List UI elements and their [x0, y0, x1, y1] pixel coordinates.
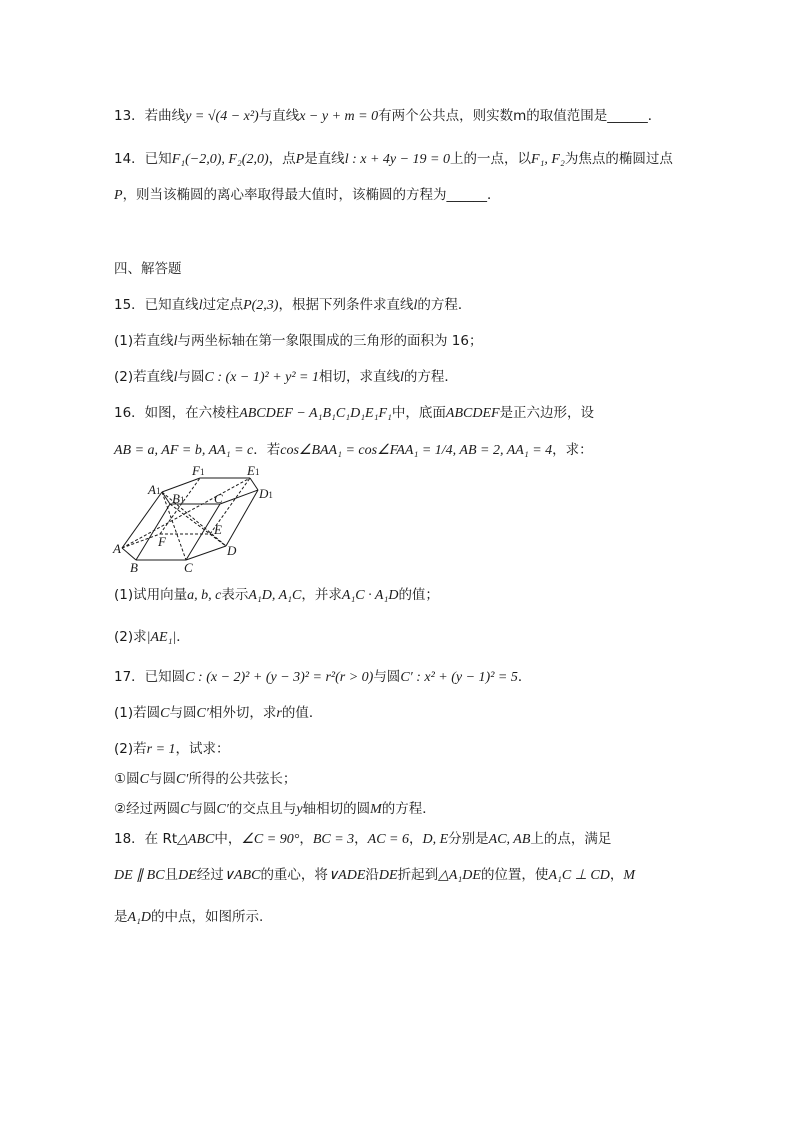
q18-math: DE — [178, 868, 197, 883]
q17-text: 与圆 — [169, 705, 197, 721]
q18-math: △A₁DE — [438, 868, 481, 883]
q17-var: y — [296, 802, 303, 817]
q18-text: ， — [354, 831, 368, 847]
question-16-line2 — [114, 441, 593, 460]
q18-text: 折起到 — [397, 867, 439, 883]
q17-var: M — [370, 802, 382, 817]
q16-text: ，求： — [552, 442, 593, 458]
q18-text: 中， — [214, 831, 242, 847]
q17-circle-c: C : (x − 2)² + (y − 3)² = r²(r > 0) — [185, 670, 374, 685]
q14-number: 14．已知 — [114, 151, 172, 167]
q15-var: l — [173, 370, 178, 385]
q17-var: C′ — [175, 772, 189, 787]
q17-var: C′ — [216, 802, 229, 817]
q18-text: 且 — [164, 867, 179, 883]
q17-text: 的交点且与 — [228, 801, 297, 817]
question-18-line3 — [114, 908, 263, 927]
q17-var: C′ — [196, 706, 209, 721]
q17-text: 与圆 — [148, 771, 176, 787]
section-heading — [114, 260, 182, 278]
question-14-line1 — [114, 150, 673, 169]
q14-point-p: P — [295, 152, 305, 167]
label-D: D — [227, 543, 237, 558]
q18-text: 的位置，使 — [480, 867, 549, 883]
question-17-stem — [114, 668, 531, 687]
q14-text: 是直线 — [304, 151, 345, 167]
label-C: C — [184, 560, 193, 574]
q17-text: 的方程． — [381, 801, 436, 817]
q18-text: 经过 — [196, 867, 224, 883]
q14-foci-names: F₁, F₂ — [531, 152, 565, 167]
question-13 — [114, 107, 661, 126]
q15-text: 与圆 — [177, 369, 205, 385]
q16-text: 的值； — [398, 587, 439, 603]
label-E1: E1 — [247, 466, 260, 478]
q17-text: 与圆 — [373, 669, 401, 685]
q18-text: 是 — [114, 909, 128, 925]
q16-text: 是正六边形，设 — [499, 405, 595, 421]
q18-math: M — [623, 868, 636, 883]
q15-text: (2)若直线 — [114, 369, 174, 385]
q18-math: AC, AB — [488, 832, 531, 847]
q17-text: 相外切，求 — [208, 705, 277, 721]
q13-number: 13．若曲线 — [114, 108, 186, 124]
label-C1: C — [214, 491, 223, 506]
question-16-part1 — [114, 586, 439, 605]
q14-line-formula: l : x + 4y − 19 = 0 — [344, 152, 451, 167]
q18-math: D, E — [422, 832, 449, 847]
q15-text: 过定点 — [202, 297, 244, 313]
q18-math: ∨ADE — [327, 868, 366, 883]
q16-conditions: cos∠BAA₁ = cos∠FAA₁ = 1/4, AB = 2, AA₁ = 4 — [280, 443, 553, 458]
q15-point: P(2,3) — [243, 298, 279, 313]
q16-magnitude: |AE₁| — [146, 630, 177, 645]
question-18-line2 — [114, 866, 635, 885]
q13-text: 与直线 — [258, 108, 300, 124]
q13-line-formula: x − y + m = 0 — [299, 109, 379, 124]
question-17-sub1 — [114, 770, 296, 789]
q17-number: 17．已知圆 — [114, 669, 186, 685]
question-15-part2 — [114, 368, 458, 387]
q18-number: 18．在 Rt — [114, 831, 178, 847]
label-B: B — [130, 560, 138, 574]
q18-math: DE ∥ BC — [114, 868, 165, 883]
question-18-line1 — [114, 830, 611, 849]
q17-text: ②经过两圆 — [114, 801, 181, 817]
q18-text: 分别是 — [448, 831, 489, 847]
q18-text: ， — [409, 831, 423, 847]
q16-dot-product: A₁C · A₁D — [341, 588, 399, 603]
question-17-part1 — [114, 704, 322, 723]
q16-text: ，并求 — [301, 587, 342, 603]
q17-var: C — [160, 706, 170, 721]
question-16-part2 — [114, 628, 190, 647]
q13-text-rest: 有两个公共点，则实数m的取值范围是______． — [378, 108, 662, 124]
question-17-part2 — [114, 740, 230, 759]
q16-prism: ABCDEF − A₁B₁C₁D₁E₁F₁ — [239, 406, 392, 421]
q18-text: 上的点，满足 — [530, 831, 612, 847]
q15-circle-formula: C : (x − 1)² + y² = 1 — [204, 370, 320, 385]
q15-var: l — [413, 298, 418, 313]
q18-math: ∨ABC — [223, 868, 261, 883]
q16-text: (2)求 — [114, 629, 147, 645]
section-title: 四、解答题 — [114, 261, 182, 277]
label-E: E — [214, 522, 222, 537]
q14-foci: F₁(−2,0), F₂(2,0) — [171, 152, 269, 167]
q18-text: 的重心，将 — [260, 867, 328, 883]
label-B1: B1 — [172, 491, 185, 506]
question-16-line1 — [114, 404, 594, 423]
q18-text: 的中点，如图所示. — [151, 909, 264, 925]
q15-text: 与两坐标轴在第一象限围成的三角形的面积为 16； — [177, 333, 483, 349]
question-15-part1 — [114, 332, 483, 351]
hexagonal-prism-figure — [112, 466, 280, 574]
q17-text: (1)若圆 — [114, 705, 161, 721]
q15-text: (1)若直线 — [114, 333, 174, 349]
q17-var: r — [276, 706, 282, 721]
q15-text: 的方程． — [403, 369, 458, 385]
q13-curve-formula: y = √(4 − x²) — [185, 109, 259, 124]
q15-var: l — [400, 370, 404, 385]
q17-text: (2)若 — [114, 741, 147, 757]
q16-base: ABCDEF — [445, 406, 500, 421]
q17-var: C — [180, 802, 190, 817]
q16-number: 16．如图，在六棱柱 — [114, 405, 240, 421]
q17-text: 所得的公共弦长； — [188, 771, 297, 787]
q18-math: BC = 3 — [312, 832, 355, 847]
label-F1: F1 — [192, 466, 205, 478]
q18-math: A₁C ⊥ CD — [548, 868, 610, 883]
q14-point-p: P — [114, 188, 123, 203]
q17-text: ①圆 — [114, 771, 140, 787]
q18-text: ， — [299, 831, 313, 847]
q18-text: 沿 — [365, 867, 379, 883]
q17-text: 轴相切的圆 — [302, 801, 371, 817]
q15-var: l — [198, 298, 203, 313]
q18-math: ∠C = 90° — [241, 832, 300, 847]
q17-text: 的值． — [281, 705, 323, 721]
q18-math: A₁D — [127, 910, 152, 925]
q14-text: ，点 — [268, 151, 296, 167]
q16-text: ． — [176, 629, 190, 645]
question-14-line2 — [114, 186, 501, 205]
q15-var: l — [173, 334, 178, 349]
question-17-sub2 — [114, 800, 436, 819]
q15-text: 的方程． — [417, 297, 472, 313]
q16-text: ．若 — [253, 442, 281, 458]
q17-condition: r = 1 — [146, 742, 176, 757]
q17-text: 与圆 — [189, 801, 217, 817]
q18-math: △ABC — [177, 832, 215, 847]
label-A1: A1 — [148, 482, 161, 497]
q17-text: ． — [517, 669, 532, 685]
q17-var: C — [139, 772, 149, 787]
q17-circle-c-prime: C′ : x² + (y − 1)² = 5 — [400, 670, 518, 685]
q15-text: ，根据下列条件求直线 — [278, 297, 414, 313]
q18-text: ， — [609, 867, 624, 883]
q18-math: AC = 6 — [367, 832, 409, 847]
q17-text: ，试求： — [175, 741, 230, 757]
q14-text: 上的一点，以 — [450, 151, 532, 167]
q16-target-vectors: A₁D, A₁C — [248, 588, 302, 603]
label-A: A — [113, 541, 121, 556]
question-15-stem — [114, 296, 471, 315]
q16-text: 表示 — [221, 587, 249, 603]
label-D1: D1 — [259, 486, 273, 501]
q16-text: 中，底面 — [391, 405, 446, 421]
q16-vectors: AB = a, AF = b, AA₁ = c — [114, 443, 254, 458]
q14-text: ，则当该椭圆的离心率取得最大值时，该椭圆的方程为______． — [122, 187, 501, 203]
q16-text: (1)试用向量 — [114, 587, 188, 603]
label-F: F — [158, 534, 166, 549]
q15-text: 相切，求直线 — [319, 369, 401, 385]
q14-text: 为焦点的椭圆过点 — [564, 151, 673, 167]
q15-number: 15．已知直线 — [114, 297, 199, 313]
q16-vector-names: a, b, c — [187, 588, 222, 603]
q18-math: DE — [378, 868, 398, 883]
